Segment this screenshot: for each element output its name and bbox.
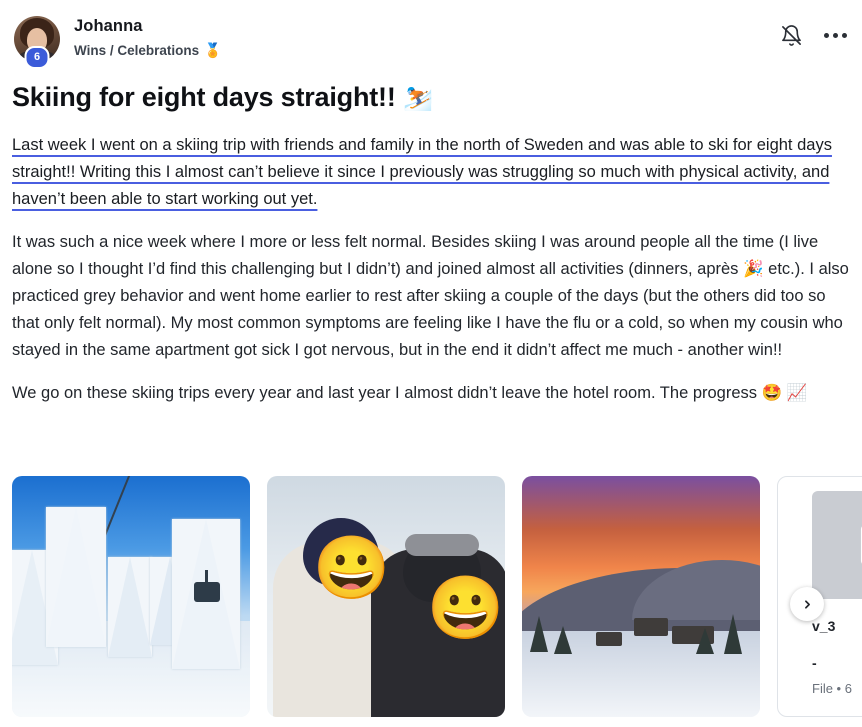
ski-lift-chair bbox=[194, 582, 220, 602]
post-paragraph-highlighted: Last week I went on a skiing trip with friends and family in the north of Sweden and was able to ski for eight days straight!! Writing this I almost can’t believe it since I previously was struggling so much with physical activity, and haven’t been able to start working out yet. bbox=[12, 136, 832, 208]
skier-icon: ⛷️ bbox=[402, 85, 433, 112]
goggles-icon bbox=[405, 534, 479, 556]
two-skiers-selfie-photo[interactable] bbox=[267, 476, 505, 717]
snow-tree bbox=[46, 507, 106, 647]
cabin bbox=[596, 632, 622, 646]
post-title-text: Skiing for eight days straight!! bbox=[12, 82, 396, 112]
post-paragraph: It was such a nice week where I more or less felt normal. Besides skiing I was around people all the time (I live alone so I thought I’d find this challenging but I didn’t) and joined almost all activities (dinners, après 🎉 etc.). I also practiced grey behavior and went home earlier to rest after skiing a couple of the days (but the others did too so that only felt normal). My most common symptoms are feeling like I have the flu or a cold, so when my cousin who stayed in the same apartment got sick I got nervous, but in the end it didn’t affect me much - another win!! bbox=[12, 233, 849, 359]
author-name[interactable]: Johanna bbox=[74, 17, 143, 35]
conifer-tree bbox=[554, 626, 572, 654]
snow-tree bbox=[108, 557, 152, 657]
more-options-dots bbox=[824, 33, 847, 38]
file-name-line2: - bbox=[812, 655, 817, 671]
face-cover-emoji: 😀 bbox=[313, 534, 391, 603]
attachment-gallery bbox=[12, 476, 862, 717]
file-meta: File • 6 bbox=[812, 681, 852, 696]
more-options-icon[interactable] bbox=[822, 22, 848, 48]
conifer-tree bbox=[696, 628, 714, 654]
post-category[interactable] bbox=[74, 42, 778, 59]
cabin bbox=[634, 618, 668, 636]
header-actions bbox=[778, 14, 848, 48]
header-text bbox=[74, 14, 778, 59]
face-cover-emoji: 😀 bbox=[427, 574, 505, 643]
conifer-tree bbox=[724, 614, 742, 654]
document-file-icon bbox=[812, 491, 862, 599]
post-paragraph: We go on these skiing trips every year and last year I almost didn’t leave the hotel room. The progress 🤩 📈 bbox=[12, 384, 808, 402]
page-title bbox=[12, 80, 850, 116]
sunset-mountain-cabins-photo[interactable] bbox=[522, 476, 760, 717]
file-name: v_3 bbox=[812, 618, 836, 634]
avatar-badge: 6 bbox=[25, 46, 50, 69]
medal-icon: 🏅 bbox=[204, 42, 222, 58]
conifer-tree bbox=[530, 616, 548, 652]
notification-bell-icon[interactable] bbox=[778, 22, 804, 48]
post-category-label: Wins / Celebrations bbox=[74, 43, 200, 58]
post-header bbox=[0, 10, 862, 66]
chevron-right-icon[interactable] bbox=[790, 587, 824, 621]
avatar[interactable] bbox=[14, 16, 60, 62]
snowy-forest-ski-lift-photo[interactable] bbox=[12, 476, 250, 717]
